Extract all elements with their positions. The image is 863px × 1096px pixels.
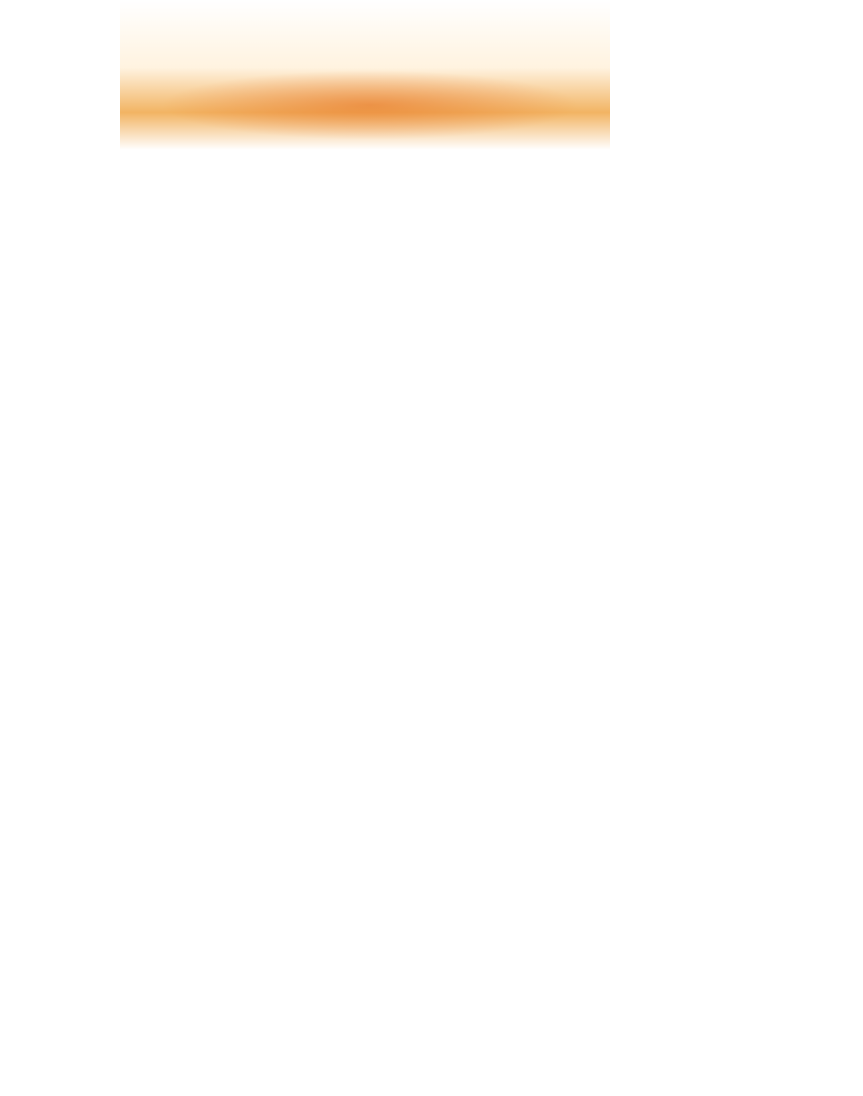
banner-title <box>140 6 599 30</box>
section-title <box>2 143 860 169</box>
banner-image <box>120 0 610 150</box>
document-content <box>2 139 860 169</box>
banner-glow <box>160 70 580 140</box>
